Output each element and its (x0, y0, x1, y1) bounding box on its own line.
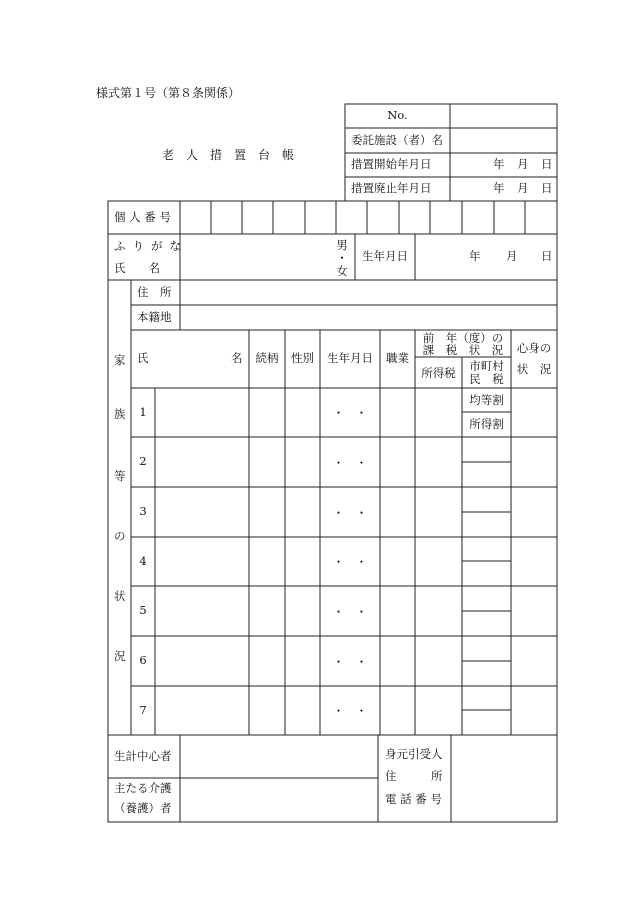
row-number: 7 (139, 703, 147, 717)
row-number: 3 (139, 504, 147, 518)
page-title: 老 人 措 置 台 帳 (162, 148, 295, 162)
family-label-char: 族 (114, 407, 126, 421)
birth-dots: ・ ・ (332, 605, 368, 619)
no-label: No. (387, 108, 408, 122)
caregiver-label-line1: 主たる介護 (114, 781, 172, 795)
end-month: 月 (517, 181, 529, 195)
income-tax-header: 所得税 (421, 366, 456, 380)
end-day: 日 (541, 181, 553, 195)
birth-year: 年 (469, 249, 481, 263)
sex-label: 男 ・ 女 (336, 238, 348, 278)
municipal-tax-header-line1: 市町村 (469, 359, 504, 373)
health-header-line2: 状 況 (516, 362, 552, 376)
end-year: 年 (493, 181, 505, 195)
health-header-line1: 心身の (516, 341, 552, 355)
domicile-label: 本籍地 (137, 310, 172, 324)
caregiver-label-line2: （養護）者 (114, 801, 172, 815)
family-name-header-right: 名 (231, 351, 243, 365)
form-label: 様式第１号（第８条関係） (96, 86, 241, 100)
birth-month: 月 (506, 249, 518, 263)
furigana-label: ふりがな (114, 239, 188, 253)
family-label-char: 状 (114, 589, 126, 603)
row-number: 5 (139, 603, 147, 617)
family-label-char: 況 (114, 649, 126, 663)
start-date-label: 措置開始年月日 (351, 157, 432, 171)
birth-dots: ・ ・ (332, 704, 368, 718)
birth-label: 生年月日 (362, 249, 408, 263)
row-number: 1 (139, 405, 147, 419)
municipal-tax-header-line2: 民 税 (469, 372, 504, 386)
guarantor-address-label: 住 所 (385, 769, 443, 783)
birth-dots: ・ ・ (332, 655, 368, 669)
birth-dots: ・ ・ (332, 456, 368, 470)
birth-dots: ・ ・ (332, 406, 368, 420)
relation-header: 続柄 (255, 351, 279, 365)
tax-header-line1: 前 年（度）の (422, 331, 504, 345)
sex-header: 性別 (291, 351, 314, 365)
row-number: 4 (139, 554, 147, 568)
facility-label: 委託施設（者）名 (351, 133, 443, 147)
end-date-label: 措置廃止年月日 (351, 181, 432, 195)
start-month: 月 (517, 157, 529, 171)
family-label-char: の (114, 529, 126, 543)
guarantor-label: 身元引受人 (385, 747, 443, 761)
family-label-char: 等 (114, 469, 126, 483)
row-number: 2 (139, 454, 147, 468)
income-tax-label: 所得割 (469, 417, 504, 431)
row-number: 6 (139, 653, 147, 667)
birth-dots: ・ ・ (332, 506, 368, 520)
birth-dots: ・ ・ (332, 555, 368, 569)
equal-tax-label: 均等割 (469, 393, 504, 407)
family-name-header-left: 氏 (137, 351, 149, 365)
personal-number-label: 個 人 番 号 (114, 210, 171, 224)
livelihood-label: 生計中心者 (114, 749, 172, 763)
start-year: 年 (493, 157, 505, 171)
birth-day: 日 (541, 249, 553, 263)
job-header: 職業 (386, 351, 409, 365)
guarantor-phone-label: 電 話 番 号 (385, 792, 442, 806)
address-label: 住 所 (137, 285, 172, 299)
name-label: 氏 名 (114, 261, 160, 275)
start-day: 日 (541, 157, 553, 171)
birth-header: 生年月日 (327, 351, 373, 365)
family-label-char: 家 (114, 353, 126, 367)
tax-header-line2: 課 税 状 況 (422, 343, 504, 357)
